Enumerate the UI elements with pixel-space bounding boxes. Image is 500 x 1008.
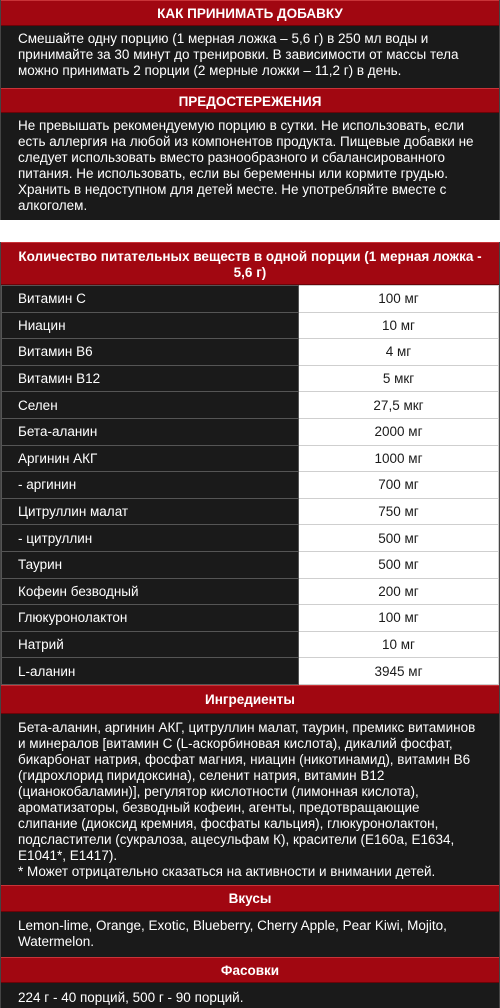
table-row bbox=[2, 551, 499, 578]
table-row bbox=[2, 498, 499, 525]
how-to-title: КАК ПРИНИМАТЬ ДОБАВКУ bbox=[1, 0, 499, 26]
table-row bbox=[2, 605, 499, 632]
warnings-section bbox=[0, 88, 500, 220]
nutrient-name: Таурин bbox=[2, 551, 299, 578]
table-row bbox=[2, 525, 499, 552]
nutrient-name: Цитруллин малат bbox=[2, 498, 299, 525]
nutrient-value: 5 мкг bbox=[299, 365, 499, 392]
table-row bbox=[2, 445, 499, 472]
table-row bbox=[2, 286, 499, 313]
nutrient-name: Бета-аланин bbox=[2, 418, 299, 445]
packaging-title: Фасовки bbox=[1, 957, 499, 983]
warnings-title: ПРЕДОСТЕРЕЖЕНИЯ bbox=[1, 88, 499, 113]
nutrient-name: Натрий bbox=[2, 631, 299, 658]
table-row bbox=[2, 658, 499, 685]
nutrient-value: 750 мг bbox=[299, 498, 499, 525]
nutrition-title: Количество питательных веществ в одной порции (1 мерная ложка - 5,6 г) bbox=[1, 242, 499, 285]
table-row bbox=[2, 418, 499, 445]
ingredients-body bbox=[1, 714, 499, 885]
nutrient-value: 3945 мг bbox=[299, 658, 499, 685]
nutrient-value: 200 мг bbox=[299, 578, 499, 605]
ingredients-text: Бета-аланин, аргинин АКГ, цитруллин малат, таурин, премикс витаминов и минералов [витамин С (L-аскорбиновая кислота), дикалий фосфат, бикарбонат натрия, фосфат магния, ниацин (никотинамид), витамин В6 (гидрохлорид пиридоксина), селенит натрия, витамин В12 (цианокобаламин)], регулятор кислотности (лимонная кислота), ароматизаторы, безводный кофеин, агенты, предотвращающие слипание (диоксид кремния, фосфаты кальция), глюкуронолактон, подсластители (сукралоза, ацесульфам К), красители (Е160а, Е1634, Е1041*, Е1417). bbox=[18, 719, 476, 863]
nutrient-value: 700 мг bbox=[299, 472, 499, 499]
nutrient-name: Витамин С bbox=[2, 286, 299, 313]
nutrient-name: Глюкуронолактон bbox=[2, 605, 299, 632]
nutrient-name: Аргинин АКГ bbox=[2, 445, 299, 472]
flavors-section bbox=[0, 885, 500, 957]
nutrient-value: 10 мг bbox=[299, 312, 499, 339]
nutrient-name: Селен bbox=[2, 392, 299, 419]
nutrient-name: - цитруллин bbox=[2, 525, 299, 552]
nutrient-value: 10 мг bbox=[299, 631, 499, 658]
table-row bbox=[2, 631, 499, 658]
packaging-section bbox=[0, 957, 500, 1008]
table-row bbox=[2, 312, 499, 339]
nutrient-name: - аргинин bbox=[2, 472, 299, 499]
nutrient-value: 500 мг bbox=[299, 551, 499, 578]
nutrient-value: 27,5 мкг bbox=[299, 392, 499, 419]
nutrition-table bbox=[1, 285, 499, 685]
nutrition-section bbox=[0, 242, 500, 685]
nutrient-value: 1000 мг bbox=[299, 445, 499, 472]
ingredients-section bbox=[0, 685, 500, 885]
ingredients-note: * Может отрицательно сказаться на активности и внимании детей. bbox=[18, 863, 436, 879]
nutrient-value: 100 мг bbox=[299, 605, 499, 632]
table-row bbox=[2, 392, 499, 419]
packaging-text: 224 г - 40 порций, 500 г - 90 порций. bbox=[1, 983, 499, 1008]
ingredients-title: Ингредиенты bbox=[1, 685, 499, 714]
how-to-section bbox=[0, 0, 500, 88]
nutrient-value: 500 мг bbox=[299, 525, 499, 552]
nutrient-value: 2000 мг bbox=[299, 418, 499, 445]
nutrient-value: 100 мг bbox=[299, 286, 499, 313]
nutrient-name: Витамин В12 bbox=[2, 365, 299, 392]
nutrient-name: Кофеин безводный bbox=[2, 578, 299, 605]
how-to-text: Смешайте одну порцию (1 мерная ложка – 5,6 г) в 250 мл воды и принимайте за 30 минут до тренировки. В зависимости от массы тела можно принимать 2 порции (2 мерные ложки – 11,2 г) в день. bbox=[1, 26, 499, 88]
flavors-title: Вкусы bbox=[1, 885, 499, 912]
table-row bbox=[2, 578, 499, 605]
table-row bbox=[2, 339, 499, 366]
warnings-text: Не превышать рекомендуемую порцию в сутки. Не использовать, если есть аллергия на любой из компонентов продукта. Пищевые добавки не следует использовать вместо разнообразного и сбалансированного питания. Не использовать, если вы беременны или кормите грудью. Хранить в недоступном для детей месте. Не употребляйте вместе с алкоголем. bbox=[1, 113, 499, 220]
section-gap bbox=[0, 220, 500, 242]
nutrient-name: Витамин В6 bbox=[2, 339, 299, 366]
flavors-text: Lemon-lime, Orange, Exotic, Blueberry, Cherry Apple, Pear Kiwi, Mojito, Watermelon. bbox=[1, 912, 499, 957]
nutrient-value: 4 мг bbox=[299, 339, 499, 366]
table-row bbox=[2, 472, 499, 499]
table-row bbox=[2, 365, 499, 392]
nutrient-name: Ниацин bbox=[2, 312, 299, 339]
nutrient-name: L-аланин bbox=[2, 658, 299, 685]
